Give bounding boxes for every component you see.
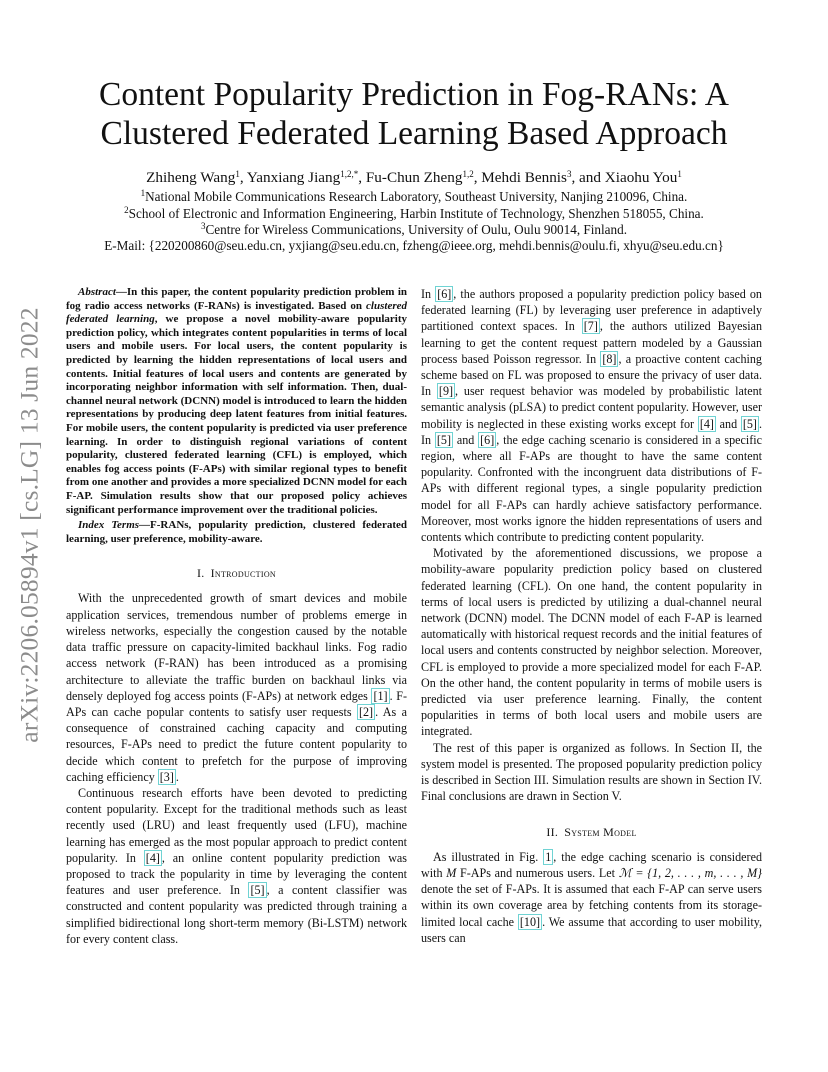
abstract: Abstract—In this paper, the content popularity prediction problem in fog radio access networks (F-RANs) is investigated. Based on clustered federated learning, we propose a novel mobility-aware popularity prediction policy, which integrates content popularities in terms of local users and mobile users. For local users, the content popularity is predicted by learning the hidden representations of local users and contents. Initial features of local users and contents are generated by incorporating neighbor information with self information. Then, dual-channel neural network (DCNN) model is introduced to learn the hidden representations by producing deep latent features from initial features. For mobile users, the content popularity is predicted via user preference learning. In order to distinguish regional variations of content popularity, clustered federated learning (CFL) is employed, which enables fog access points (F-APs) with similar regional types to benefit from one another and provides a more specialized DCNN model for each F-AP. Simulation results show that our proposed policy achieves significant performance improvement over the traditional policies. (66, 286, 407, 516)
citation-link[interactable]: [7] (583, 319, 598, 334)
citation-link[interactable]: [4] (145, 850, 160, 865)
citation-link[interactable]: [5] (250, 883, 265, 898)
system-model-paragraph: As illustrated in Fig. 1 , the edge caching scenario is considered with M F-APs and numerous users. Let ℳ = {1, 2, . . . , m, . . . , M} denote the set of F-APs. It is assumed that each F-AP can serve users within its own coverage area by fetching contents from its storage-limited local cache [10] . We assume that according to user mobility, users can (421, 849, 763, 945)
affiliation-3: $^3$Centre for Wireless Communications, University of Oulu, Oulu 90014, Finland. (200, 221, 628, 237)
citation-link[interactable]: [6] (437, 287, 452, 301)
author-name: Zhiheng Wang (146, 169, 236, 186)
email-line: E-Mail: {220200860@seu.edu.cn, yxjiang@seu.edu.cn, fzheng@ieee.org, mehdi.bennis@oulu.fi, xhyu@seu.edu.cn} (104, 238, 724, 253)
intro-paragraph-1: With the unprecedented growth of smart devices and mobile application services, tremendous number of problems emerge in wireless networks, especially the congestion caused by the notable data traffic pressure on capacity-limited backhaul links. Fog radio access network (F-RAN) has been introduced as a promising architecture to alleviate the traffic burden on backhaul links via densely deployed fog access points (F-APs) at network edges [1] . F-APs can cache popular contents to satisfy user requests [2] . As a consequence of constrained caching capacity and computing resources, F-APs need to predict the future content popularity to decide which content to prefetch for the purpose of improving caching efficiency [3] . (66, 591, 407, 784)
citation-link[interactable]: [5] (742, 416, 757, 431)
author-name: Xiaohu You (604, 169, 678, 186)
organization-paragraph: The rest of this paper is organized as follows. In Section II, the system model is presented. The proposed popularity prediction policy is described in Section III. Simulation results are shown in Section IV. Final conclusions are drawn in Section V. (421, 740, 762, 804)
right-column (421, 286, 762, 946)
section-heading-system-model: II. System Model (546, 824, 637, 839)
citation-link[interactable]: [3] (159, 769, 174, 784)
intro-paragraph-2: Continuous research efforts have been devoted to predicting content popularity. Except for the traditional methods such as least recently used (LRU) and least frequently used (LFU), machine learning has emerged as the most popular approach to predict content popularity. In [4] , an online content popularity prediction was proposed to track the popularity in time by leveraging the content features and user preference. In [5] , a content classifier was constructed and content popularity was predicted through training a simplified bidirectional long short-term memory (Bi-LSTM) network for every content class. (66, 785, 408, 946)
citation-link[interactable]: [5] (436, 432, 452, 447)
related-work-paragraph: In [6] , the authors proposed a popularity prediction policy based on federated learning (FL) by leveraging user preference in adaptively partitioned context spaces. In [7] , the authors utilized Bayesian learning to get the content request pattern modeled by a Gaussian process based Poisson regressor. In [8] , a proactive content caching scheme based on FL was proposed to ensure the privacy of user data. In [9] , user request behavior was modeled by probabilistic latent semantic analysis (pLSA) to predict content popularity. However, user mobility is neglected in these existing works except for [4] and [5] . In [5] and [6] , the edge caching scenario is considered in a specific region, where all F-APs are thought to have the same content popularity. Confronted with the incongruent data distributions of F-APs with different regional types, a single popularity prediction model for all F-APs can hardly achieve satisfactory performance. Moreover, most works ignore the hidden representations of users and contents which contribute to predicting content popularity. (421, 287, 762, 545)
citation-link[interactable]: [1] (373, 688, 388, 703)
author-list: Zhiheng Wang$^1$, Yanxiang Jiang$^{1,2,*}$, Fu-Chun Zheng$^{1,2}$, Mehdi Bennis$^3$, and Xiaohu You$^1$ (146, 169, 682, 186)
title-line-1: Content Popularity Prediction in Fog-RANs: A (99, 76, 729, 113)
author-name: Fu-Chun Zheng (365, 169, 463, 186)
citation-link[interactable]: [2] (358, 704, 374, 719)
title-line-2: Clustered Federated Learning Based Approach (100, 115, 728, 152)
citation-link[interactable]: [9] (438, 384, 454, 399)
section-heading-introduction: I. Introduction (197, 566, 276, 581)
author-name: Yanxiang Jiang (246, 169, 341, 186)
citation-link[interactable]: [10] (519, 914, 541, 929)
citation-link[interactable]: [6] (480, 432, 495, 447)
figure-link[interactable]: 1 (545, 849, 552, 864)
author-name: Mehdi Bennis (481, 169, 567, 186)
left-column (66, 286, 407, 947)
paper-title (60, 75, 768, 153)
citation-link[interactable]: [4] (699, 416, 714, 431)
affiliation-1: $^1$National Mobile Communications Research Laboratory, Southeast University, Nanjing 210096, China. (140, 188, 688, 204)
index-terms: Index Terms—F-RANs, popularity prediction, clustered federated learning, user preference, mobility-aware. (66, 519, 407, 545)
citation-link[interactable]: [8] (602, 351, 617, 366)
affiliation-2: $^2$School of Electronic and Information Engineering, Harbin Institute of Technology, Shenzhen 518055, China. (124, 205, 704, 221)
motivation-paragraph: Motivated by the aforementioned discussions, we propose a mobility-aware popularity prediction policy based on clustered federated learning (CFL). On one hand, the content popularity in terms of local users is predicted by utilizing a dual-channel neural network (DCNN) model. The DCNN model of each F-AP is learned automatically with historical request records and the initial features of local users and contents constructed by neighbor selection. Moreover, CFL is employed to provide a more specialized model for each F-AP. On the other hand, the content popularity in terms of mobile users is predicted via user preference learning. Finally, the content popularities in terms of both local users and mobile users are integrated. (421, 546, 762, 739)
arxiv-identifier: arXiv:2206.05894v1 [cs.LG] 13 Jun 2022 (15, 307, 45, 743)
